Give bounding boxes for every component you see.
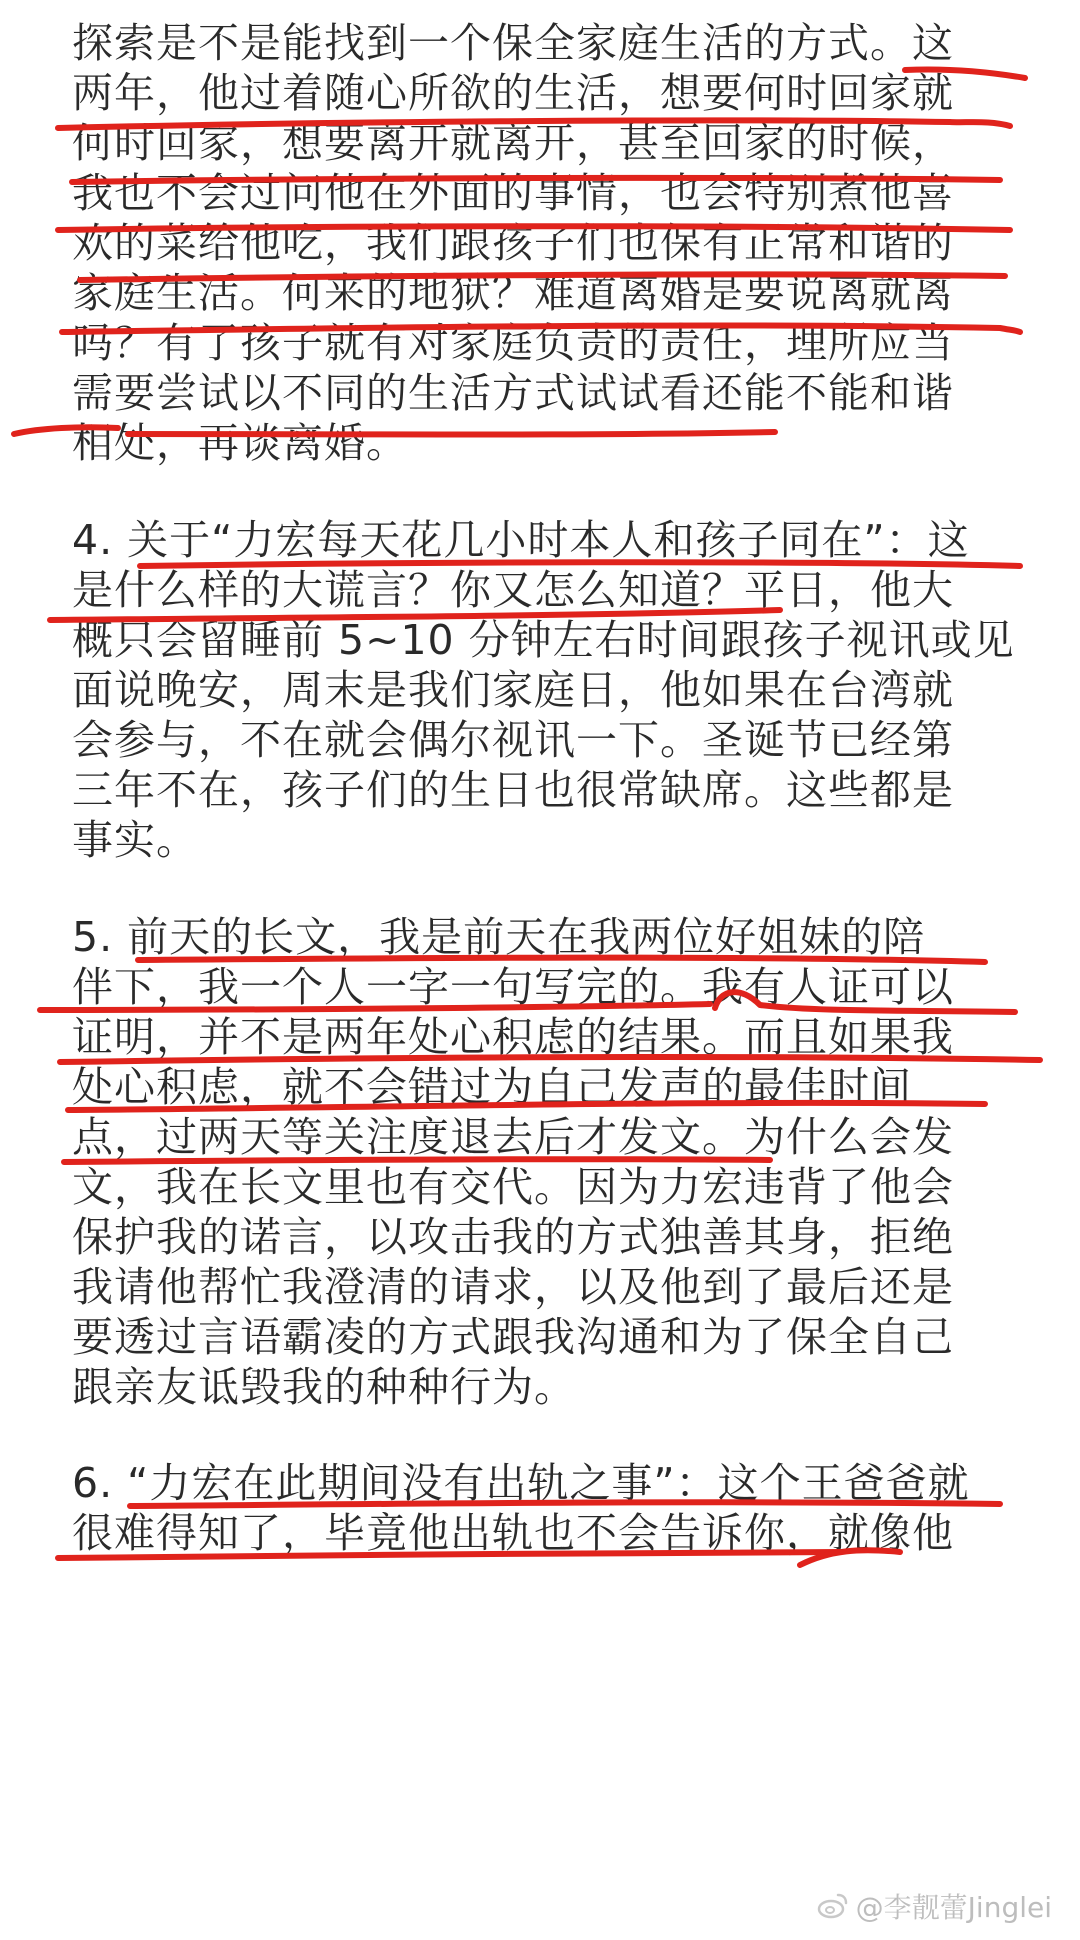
text-line: 要透过言语霸凌的方式跟我沟通和为了保全自己 [72,1313,954,1361]
text-line: 很难得知了，毕竟他出轨也不会告诉你，就像他 [72,1509,954,1557]
text-line: 会参与，不在就会偶尔视讯一下。圣诞节已经第 [72,716,954,764]
text-line: 6. “力宏在此期间没有出轨之事”：这个王爸爸就 [72,1459,970,1507]
text-line: 何时回家，想要离开就离开，甚至回家的时候， [72,119,954,167]
text-line: 文，我在长文里也有交代。因为力宏违背了他会 [72,1163,954,1211]
text-line: 欢的菜给他吃，我们跟孩子们也保有正常和谐的 [72,219,954,267]
text-line: 保护我的诺言，以攻击我的方式独善其身，拒绝 [72,1213,954,1261]
text-line: 概只会留睡前 5~10 分钟左右时间跟孩子视讯或见 [72,616,1015,664]
text-line: 吗？有了孩子就有对家庭负责的责任，理所应当 [72,319,954,367]
text-line: 5. 前天的长文，我是前天在我两位好姐妹的陪 [72,913,926,961]
weibo-watermark [816,1886,1052,1926]
text-line: 三年不在，孩子们的生日也很常缺席。这些都是 [72,766,954,814]
text-line: 证明，并不是两年处心积虑的结果。而且如果我 [72,1013,954,1061]
text-line: 我请他帮忙我澄清的请求，以及他到了最后还是 [72,1263,954,1311]
text-line: 探索是不是能找到一个保全家庭生活的方式。这 [72,19,954,67]
text-line: 跟亲友诋毁我的种种行为。 [72,1363,576,1411]
text-line: 需要尝试以不同的生活方式试试看还能不能和谐 [72,369,954,417]
weibo-icon [816,1889,850,1923]
text-line: 处心积虑，就不会错过为自己发声的最佳时间 [72,1063,912,1111]
text-line: 两年，他过着随心所欲的生活，想要何时回家就 [72,69,954,117]
text-line: 面说晚安，周末是我们家庭日，他如果在台湾就 [72,666,954,714]
text-line: 4. 关于“力宏每天花几小时本人和孩子同在”：这 [72,516,970,564]
text-line: 是什么样的大谎言？你又怎么知道？平日，他大 [72,566,954,614]
text-line: 我也不会过问他在外面的事情，也会特别煮他喜 [72,169,954,217]
text-line: 伴下，我一个人一字一句写完的。我有人证可以 [72,963,954,1011]
text-line: 相处，再谈离婚。 [72,419,408,467]
watermark-text: @李靓蕾Jinglei [855,1891,1052,1924]
text-line: 事实。 [72,816,198,864]
text-line: 家庭生活。何来的地狱？难道离婚是要说离就离 [72,269,954,317]
text-line: 点，过两天等关注度退去后才发文。为什么会发 [72,1113,954,1161]
